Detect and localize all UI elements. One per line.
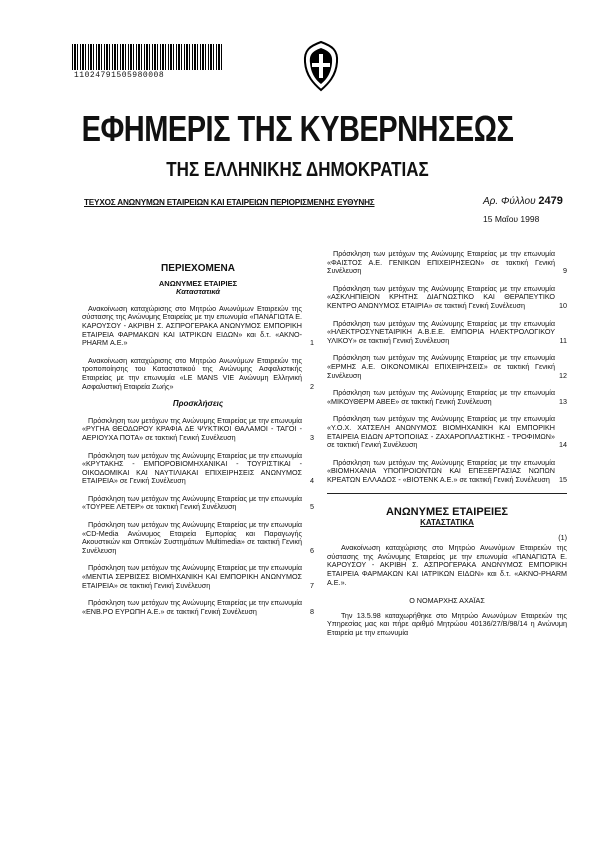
contents-entry: Ανακοίνωση καταχώρισης στο Μητρώο Ανωνύμων Εταιρειών της σύστασης της Ανώνυμης Εταιρείας με την επωνυμία «ΠΑΝΑΓΙΩΤΑ Ε. ΚΑΡΟΥΣΟΥ - ΑΚΡΙΒΗ Σ. ΑΣΠΡΟΓΕΡΑΚΑ ΑΝΩΝΥΜΟΣ ΕΜΠΟΡΙΚΗ ΕΤΑΙΡΕΙΑ ΦΑΡΜΑΚΩΝ ΚΑΙ ΙΑΤΡΙΚΩΝ ΕΙΔΩΝ» και δ.τ. «ΑΚΝΟ-PHARM Α.Ε.» 1 — [82, 303, 314, 348]
gazette-title: ΕΦΗΜΕΡΙΣ ΤΗΣ ΚΥΒΕΡΝΗΣΕΩΣ — [81, 109, 514, 150]
contents-entry: Πρόσκληση των μετόχων της Ανώνυμης Εταιρείας με την επωνυμία «ΒΙΟΜΗΧΑΝΙΑ ΥΠΟΠΡΟΙΟΝΤΩΝ ΚΑΙ ΕΠΕΞΕΡΓΑΣΙΑΣ ΝΩΠΩΝ ΚΡΕΑΤΩΝ ΕΛΛΑΔΟΣ - «ΒΙΟΤΕΝΚ Α.Ε.» σε τακτική Γενική Συνέλευση 15 — [327, 457, 567, 484]
contents-entry: Πρόσκληση των μετόχων της Ανώνυμης Εταιρείας με την επωνυμία «ΦΑΙΣΤΟΣ Α.Ε. ΓΕΝΙΚΩΝ ΕΠΙΧΕΙΡΗΣΕΩΝ» σε τακτική Γενική Συνέλευση 9 — [327, 249, 567, 276]
page-number: 8 — [310, 606, 314, 616]
page-number: 9 — [563, 266, 567, 276]
section-heading: ΑΝΩΝΥΜΕΣ ΕΤΑΙΡΕΙΕΣ — [385, 506, 509, 519]
page-number: 15 — [559, 474, 567, 484]
invitations-heading: Προσκλήσεις — [172, 399, 224, 409]
page-number: 12 — [559, 370, 567, 380]
sheet-number: 2479 — [538, 195, 563, 207]
contents-entry: Πρόσκληση των μετόχων της Ανώνυμης Εταιρείας με την επωνυμία «ΜΙΚΟΥΘΕΡΜ ΑΒΕΕ» σε τακτική Γενική Συνέλευση 13 — [327, 388, 567, 406]
prefect-title: Ο ΝΟΜΑΡΧΗΣ ΑΧΑΪΑΣ — [409, 596, 485, 606]
announcement-number: (1) — [558, 532, 567, 542]
issue-series: ΤΕΥΧΟΣ ΑΝΩΝΥΜΩΝ ΕΤΑΙΡΕΙΩΝ ΚΑΙ ΕΤΑΙΡΕΙΩΝ ΠΕΡΙΟΡΙΣΜΕΝΗΣ ΕΥΘΥΝΗΣ — [84, 198, 375, 207]
page-number: 7 — [310, 580, 314, 590]
coat-of-arms-icon — [300, 40, 342, 92]
contents-entry: Πρόσκληση των μετόχων της Ανώνυμης Εταιρείας με την επωνυμία «ΗΛΕΚΤΡΟΣΥΝΕΤΑΙΡΙΚΗ Α.Β.Ε.Ε. ΕΜΠΟΡΙΑ ΗΛΕΚΤΡΟΛΟΓΙΚΟΥ ΥΛΙΚΟΥ» σε τακτική Γενική Συνέλευση 11 — [327, 318, 567, 345]
divider — [327, 493, 567, 494]
contents-entry: Πρόσκληση των μετόχων της Ανώνυμης Εταιρείας με την επωνυμία «Υ.Ο.Χ. ΧΑΤΣΕΛΗ ΑΝΩΝΥΜΟΣ ΒΙΟΜΗΧΑΝΙΚΗ ΚΑΙ ΕΜΠΟΡΙΚΗ ΕΤΑΙΡΕΙΑ ΕΙΔΩΝ ΑΡΤΟΠΟΙΙΑΣ - ΖΑΧΑΡΟΠΛΑΣΤΙΚΗΣ - ΤΡΟΦΙΜΩΝ» σε τακτική Γενική Συνέλευση 14 — [327, 414, 567, 450]
page-number: 5 — [310, 502, 314, 512]
page-number: 11 — [559, 335, 567, 345]
contents-entry: Πρόσκληση των μετόχων της Ανώνυμης Εταιρείας με την επωνυμία «ΕΝΒ.ΡΟ ΕΥΡΩΠΗ Α.Ε.» σε τακτική Γενική Συνέλευση 8 — [82, 598, 314, 616]
page-number: 14 — [559, 440, 567, 450]
contents-entry: Ανακοίνωση καταχώρισης στο Μητρώο Ανωνύμων Εταιρειών της τροποποίησης του Καταστατικού της Ανώνυμης Ασφαλιστικής Εταιρείας με την επωνυμία «LE MANS VIE Ανώνυμη Ελληνική Ασφαλιστική Εταιρεία Ζωής» 2 — [82, 355, 314, 391]
sheet-label: Αρ. Φύλλου — [483, 196, 536, 207]
page-number: 1 — [310, 338, 314, 348]
contents-right-column — [327, 250, 567, 638]
section-heading: ΑΝΩΝΥΜΕΣ ΕΤΑΙΡΙΕΣ — [158, 278, 238, 288]
contents-entry: Πρόσκληση των μετόχων της Ανώνυμης Εταιρείας με την επωνυμία «ΡΥΓΗΑ ΘΕΟΔΩΡΟΥ ΚΡΑΦΙΑ ΔΕ ΨΥΚΤΙΚΟΙ ΘΑΛΑΜΟΙ - ΤΑΓΟΙ - ΑΕΡΙΟΥΧΑ ΠΟΤΑ» σε τακτική Γενική Συνέλευση 3 — [82, 415, 314, 442]
contents-entry: Πρόσκληση των μετόχων της Ανώνυμης Εταιρείας με την επωνυμία «ΕΡΜΗΣ Α.Ε. ΟΙΚΟΝΟΜΙΚΑΙ ΕΠΙΧΕΙΡΗΣΕΙΣ» σε τακτική Γενική Συνέλευση 12 — [327, 353, 567, 380]
page-number: 13 — [559, 396, 567, 406]
page-number: 3 — [310, 432, 314, 442]
contents-entry: Πρόσκληση των μετόχων της Ανώνυμης Εταιρείας με την επωνυμία «ΜΕΝΤΙΑ ΣΕΡΒΙΣΕΣ ΒΙΟΜΗΧΑΝΙΚΗ ΚΑΙ ΕΜΠΟΡΙΚΗ ΑΝΩΝΥΜΟΣ ΕΤΑΙΡΕΙΑ» σε τακτική Γενική Συνέλευση 7 — [82, 563, 314, 590]
section-subheading: Καταστατικά — [175, 287, 221, 297]
contents-left-column — [82, 265, 314, 625]
contents-heading: ΠΕΡΙΕΧΟΜΕΝΑ — [161, 263, 235, 274]
announcement-text: Ανακοίνωση καταχώρισης στο Μητρώο Ανωνύμων Εταιρειών της σύστασης της Ανώνυμης Εταιρείας με την επωνυμία «ΠΑΝΑΓΙΩΤΑ Ε. ΚΑΡΟΥΣΟΥ - ΑΚΡΙΒΗ Σ. ΑΣΠΡΟΓΕΡΑΚΑ ΑΝΩΝΥΜΟΣ ΕΜΠΟΡΙΚΗ ΕΤΑΙΡΕΙΑ ΦΑΡΜΑΚΩΝ ΚΑΙ ΙΑΤΡΙΚΩΝ ΕΙΔΩΝ» και δ.τ. «ΑΚΝΟ-PHARM Α.Ε.». — [327, 543, 567, 587]
sheet-number-line — [483, 195, 563, 207]
gazette-subtitle: ΤΗΣ ΕΛΛΗΝΙΚΗΣ ΔΗΜΟΚΡΑΤΙΑΣ — [166, 158, 429, 181]
barcode — [72, 44, 222, 70]
announcement-body: Την 13.5.98 καταχωρήθηκε στο Μητρώο Ανωνύμων Εταιρειών της Υπηρεσίας μας και πήρε αριθμό Μητρώου 40136/27/Β/98/14 η Ανώνυμη Εταιρεία με την επωνυμία — [327, 610, 567, 637]
contents-entry: Πρόσκληση των μετόχων της Ανώνυμης Εταιρείας με την επωνυμία «ΚΡΥΤΑΚΗΣ - ΕΜΠΟΡΟΒΙΟΜΗΧΑΝΙΚΑΙ - ΤΟΥΡΙΣΤΙΚΑΙ - ΟΙΚΟΔΟΜΙΚΑΙ ΚΑΙ ΝΑΥΤΙΛΙΑΚΑΙ ΕΠΙΧΕΙΡΗΣΕΙΣ ΑΝΩΝΥΜΟΣ ΕΤΑΙΡΕΙΑ» σε Γενική Συνέλευση 4 — [82, 450, 314, 486]
contents-entry: Πρόσκληση των μετόχων της Ανώνυμης Εταιρείας με την επωνυμία «CD-Media Ανώνυμος Εταιρεία Εμπορίας και Παραγωγής Ακουστικών και Οπτικών Συστημάτων Multimedia» σε τακτική Γενική Συνέλευση 6 — [82, 520, 314, 555]
page-number: 4 — [310, 476, 314, 486]
page-number: 10 — [559, 300, 567, 310]
issue-date: 15 Μαΐου 1998 — [483, 214, 540, 224]
section-subheading: ΚΑΤΑΣΤΑΤΙΚΑ — [420, 518, 474, 528]
contents-entry: Πρόσκληση των μετόχων της Ανώνυμης Εταιρείας με την επωνυμία «ΑΣΚΛΗΠΙΕΙΟΝ ΚΡΗΤΗΣ ΔΙΑΓΝΩΣΤΙΚΟ ΚΑΙ ΘΕΡΑΠΕΥΤΙΚΟ ΚΕΝΤΡΟ ΑΝΩΝΥΜΟΣ ΕΤΑΙΡΙΑ» σε τακτική Γενική Συνέλευση 10 — [327, 283, 567, 310]
barcode-number: 11024791505980008 — [74, 71, 165, 80]
contents-entry: Πρόσκληση των μετόχων της Ανώνυμης Εταιρείας με την επωνυμία «ΤΟΥΡΕΕ ΛΕΤΕΡ» σε τακτική Γενική Συνέλευση 5 — [82, 493, 314, 512]
page-number: 6 — [310, 545, 314, 555]
page-number: 2 — [310, 381, 314, 391]
